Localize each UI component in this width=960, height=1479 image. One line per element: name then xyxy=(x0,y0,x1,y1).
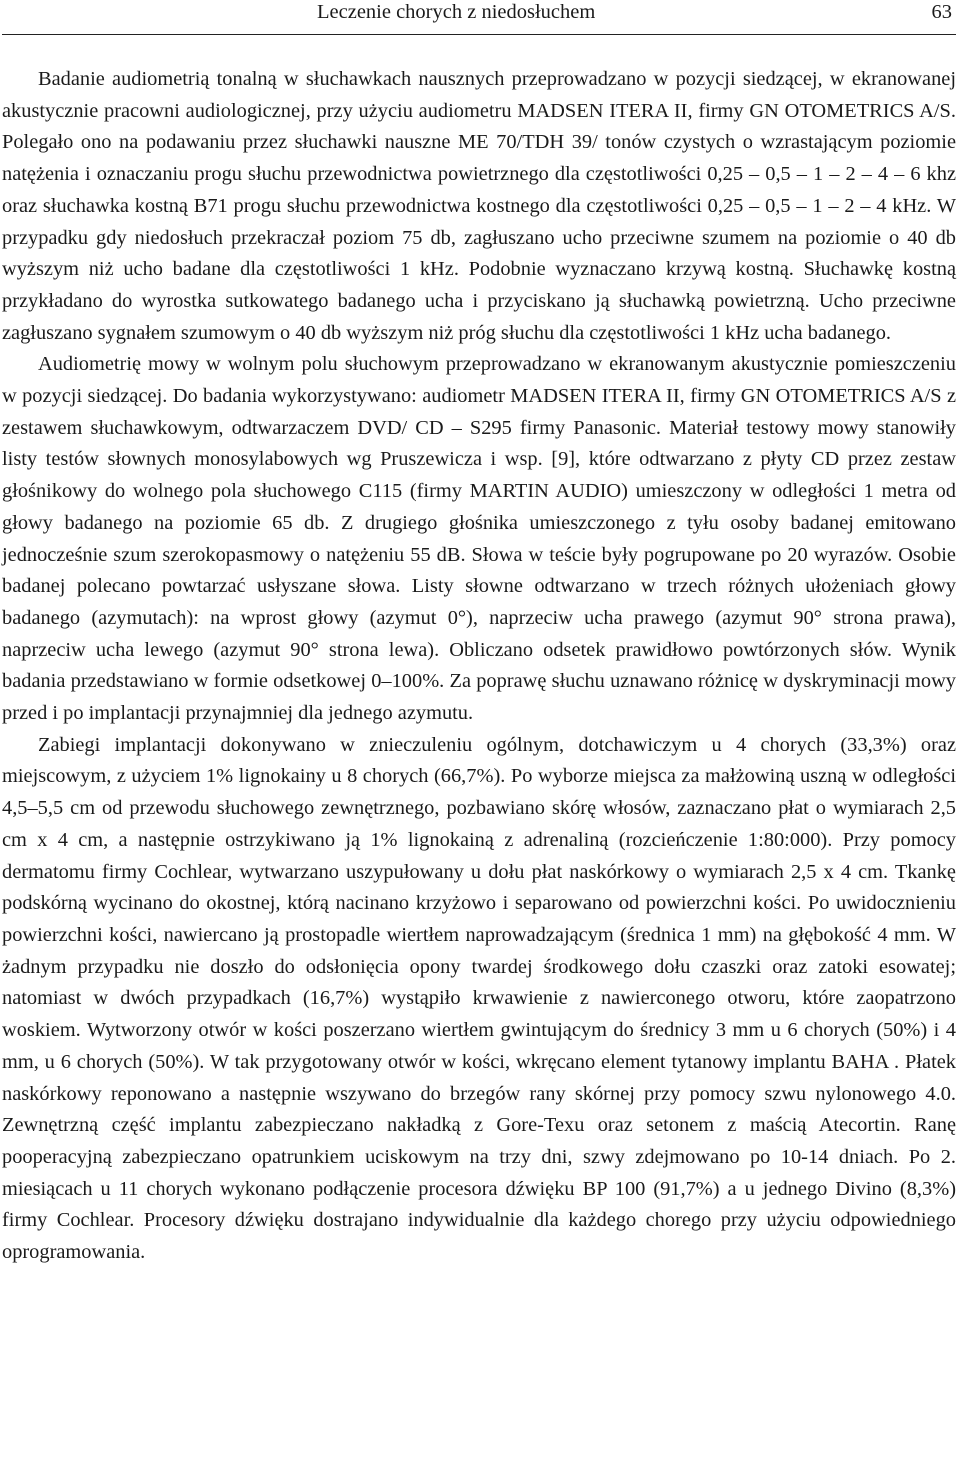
running-header xyxy=(2,0,956,35)
document-page xyxy=(2,0,956,1269)
body-text xyxy=(2,64,956,1269)
running-title: Leczenie chorych z niedosłuchem xyxy=(317,1,596,23)
paragraph-speech-audiometry: Audiometrię mowy w wolnym polu słuchowym przeprowadzano w ekranowanym akustycznie pomieszczeniu w pozycji siedzącej. Do badania wykorzystywano: audiometr MADSEN ITERA II, firmy GN OTOMETRICS A/S z zestawem słuchawkowym, odtwarzaczem DVD/ CD – S295 firmy Panasonic. Materiał testowy mowy stanowiły listy testów słownych monosylabowych wg Pruszewicza i wsp. [9], które odtwarzano z płyty CD przez zestaw głośnikowy do wolnego pola słuchowego C115 (firmy MARTIN AUDIO) umieszczony w odległości 1 metra od głowy badanego na poziomie 65 db. Z drugiego głośnika umieszczonego z tyłu osoby badanej emitowano jednocześnie szum szerokopasmowy o natężeniu 55 dB. Słowa w teście były pogrupowane po 20 wyrazów. Osobie badanej polecano powtarzać usłyszane słowa. Listy słowne odtwarzano w trzech różnych ułożeniach głowy badanego (azymutach): na wprost głowy (azymut 0°), naprzeciw ucha prawego (azymut 90° strona prawa), naprzeciw ucha lewego (azymut 90° strona lewa). Obliczano odsetek prawidłowo powtórzonych słów. Wynik badania przedstawiano w formie odsetkowej 0–100%. Za poprawę słuchu uznawano różnicę w dyskryminacji mowy przed i po implantacji przynajmniej dla jednego azymutu. xyxy=(2,353,956,725)
paragraph-implantation-procedure: Zabiegi implantacji dokonywano w znieczuleniu ogólnym, dotchawiczym u 4 chorych (33,3%) oraz miejscowym, z użyciem 1% lignokainy u 8 chorych (66,7%). Po wyborze miejsca za małżowiną uszną w odległości 4,5–5,5 cm od przewodu słuchowego zewnętrznego, pozbawiano skórę włosów, zaznaczano płat o wymiarach 2,5 cm x 4 cm, a następnie ostrzykiwano ją 1% lignokainą z adrenaliną (rozcieńczenie 1:80:000). Przy pomocy dermatomu firmy Cochlear, wytwarzano uszypułowany u dołu płat naskórkowy o wymiarach 2,5 x 4 cm. Tkankę podskórną wycinano do okostnej, którą nacinano krzyżowo i separowano od powierzchni kości. Po uwidocznieniu powierzchni kości, nawiercano ją prostopadle wiertłem naprowadzającym (średnica 1 mm) na głębokość 4 mm. W żadnym przypadku nie doszło do odsłonięcia opony twardej środkowego dołu czaszki oraz zatoki esowatej; natomiast w dwóch przypadkach (16,7%) wystąpiło krwawienie z nawierconego otworu, które zaopatrzono woskiem. Wytworzony otwór w kości poszerzano wiertłem gwintującym do średnicy 3 mm u 6 chorych (50%) i 4 mm, u 6 chorych (50%). W tak przygotowany otwór w kości, wkręcano element tytanowy implantu BAHA . Płatek naskórkowy reponowano a następnie wszywano do brzegów rany skórnej przy pomocy szwu nylonowego 4.0. Zewnętrzną część implantu zabezpieczano nakładką z Gore-Texu oraz setonem z maścią Atecortin. Ranę pooperacyjną zabezpieczano opatrunkiem uciskowym na trzy dni, szwy zdejmowano po 10-14 dniach. Po 2. miesiącach u 11 chorych wykonano podłączenie procesora dźwięku BP 100 (91,7%) a u jednego Divino (8,3%) firmy Cochlear. Procesory dźwięku dostrajano indywidualnie dla każdego chorego przy użyciu odpowiedniego oprogramowania. xyxy=(2,733,956,1264)
paragraph-audiometry-tonal: Badanie audiometrią tonalną w słuchawkach nausznych przeprowadzano w pozycji siedzącej, w ekranowanej akustycznie pracowni audiologicznej, przy użyciu audiometru MADSEN ITERA II, firmy GN OTOMETRICS A/S. Polegało ono na podawaniu przez słuchawki nauszne ME 70/TDH 39/ tonów czystych o wzrastającym poziomie natężenia i oznaczaniu progu słuchu przewodnictwa powietrznego dla częstotliwości 0,25 – 0,5 – 1 – 2 – 4 – 6 khz oraz słuchawka kostną B71 progu słuchu przewodnictwa kostnego dla częstotliwości 0,25 – 0,5 – 1 – 2 – 4 kHz. W przypadku gdy niedosłuch przekraczał poziom 75 db, zagłuszano ucho przeciwne szumem na poziomie o 40 db wyższym niż ucho badane dla częstotliwości 1 kHz. Podobnie wyznaczano krzywą kostną. Słuchawkę kostną przykładano do wyrostka sutkowatego badanego ucha i przyciskano ją słuchawką powietrzną. Ucho przeciwne zagłuszano sygnałem szumowym o 40 db wyższym niż próg słuchu dla częstotliwości 1 kHz ucha badanego. xyxy=(2,68,956,344)
page-number: 63 xyxy=(931,1,952,23)
